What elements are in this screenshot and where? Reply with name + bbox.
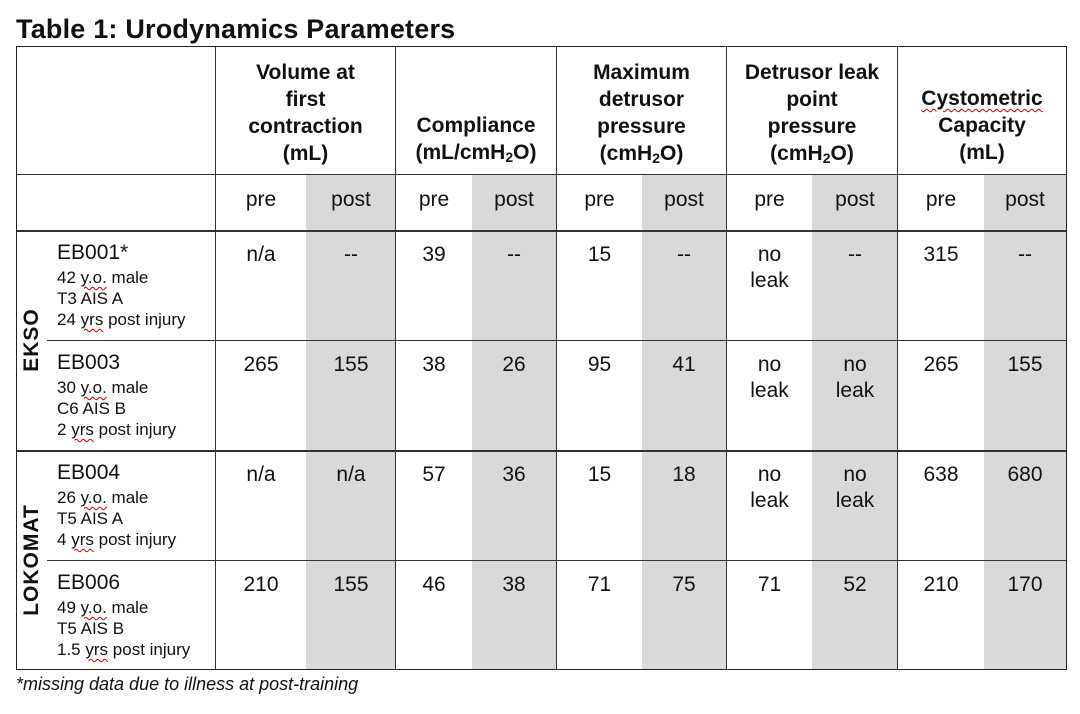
value-cell: 71: [587, 573, 612, 596]
value-cell: n/a: [246, 463, 276, 486]
value-cell: 38: [422, 353, 446, 376]
value-cell: --: [677, 243, 691, 266]
value-cell: n/a: [336, 463, 366, 486]
footnote: *missing data due to illness at post-training: [16, 674, 359, 694]
value-cell: 15: [587, 243, 612, 266]
value-cell: 155: [333, 573, 369, 596]
value-cell: 57: [422, 463, 446, 486]
group-label-ekso: EKSO: [20, 308, 43, 372]
value-cell: 155: [1007, 353, 1043, 376]
value-cell: no leak: [750, 463, 789, 512]
value-cell: 155: [333, 353, 369, 376]
header-compliance: Compliance (mL/cmH$_2$O): [415, 114, 537, 165]
value-cell: 71: [757, 573, 782, 596]
header-detrusor-leak-point-pressure: Detrusor leak point pressure (cmH$_2$O): [744, 61, 880, 166]
table-title: Table 1: Urodynamics Parameters: [16, 14, 456, 44]
value-cell: 15: [587, 463, 612, 486]
participant-detail: T3 AIS A: [57, 289, 124, 308]
value-cell: --: [848, 243, 862, 266]
value-cell: 210: [243, 573, 279, 596]
participant-detail: 26 y.o. male: [57, 488, 149, 507]
participant-detail: 42 y.o. male: [57, 268, 149, 287]
value-cell: 75: [672, 573, 696, 596]
value-cell: --: [507, 243, 521, 266]
value-cell: 52: [843, 573, 867, 596]
subheader-post: post: [664, 188, 704, 211]
value-cell: no leak: [750, 353, 789, 402]
participant-detail: T5 AIS A: [57, 509, 124, 528]
value-cell: no leak: [835, 463, 875, 512]
subheader-pre: pre: [245, 188, 277, 211]
value-cell: no leak: [835, 353, 875, 402]
value-cell: 95: [587, 353, 612, 376]
value-cell: 46: [422, 573, 446, 596]
header-volume-first-contraction: Volume at first contraction (mL): [248, 61, 363, 165]
header-max-detrusor-pressure: Maximum detrusor pressure (cmH$_2$O): [593, 61, 690, 166]
participant-detail: 30 y.o. male: [57, 378, 149, 397]
participant-detail: C6 AIS B: [57, 399, 126, 418]
row-divider: [17, 230, 1066, 232]
subheader-pre: pre: [584, 188, 615, 211]
participant-detail: 24 yrs post injury: [57, 310, 186, 329]
subheader-pre: pre: [754, 188, 785, 211]
subheader-pre: pre: [925, 188, 957, 211]
value-cell: 39: [422, 243, 446, 266]
subheader-post: post: [1005, 188, 1045, 211]
urodynamics-table: [16, 46, 1067, 670]
participant-id: EB006: [57, 571, 121, 594]
row-divider: [17, 450, 1066, 452]
participant-id: EB004: [57, 461, 121, 484]
participant-detail: 1.5 yrs post injury: [57, 640, 191, 659]
participant-id: EB001*: [57, 241, 129, 264]
value-cell: 315: [923, 243, 959, 266]
value-cell: n/a: [246, 243, 276, 266]
value-cell: no leak: [750, 243, 789, 292]
value-cell: 170: [1007, 573, 1043, 596]
participant-detail: 2 yrs post injury: [57, 420, 177, 439]
value-cell: 265: [923, 353, 959, 376]
participant-id: EB003: [57, 351, 121, 374]
value-cell: 36: [502, 463, 526, 486]
participant-detail: 4 yrs post injury: [57, 530, 177, 549]
subheader-post: post: [331, 188, 371, 211]
subheader-pre: pre: [418, 188, 450, 211]
value-cell: --: [344, 243, 358, 266]
subheader-post: post: [494, 188, 534, 211]
value-cell: 41: [672, 353, 696, 376]
header-cystometric-capacity: Cystometric Capacity (mL): [921, 87, 1043, 164]
group-label-lokomat: LOKOMAT: [20, 504, 43, 616]
value-cell: --: [1018, 243, 1032, 266]
value-cell: 18: [672, 463, 696, 486]
row-divider: [17, 174, 1066, 175]
value-cell: 638: [923, 463, 959, 486]
subheader-post: post: [835, 188, 875, 211]
participant-detail: T5 AIS B: [57, 619, 125, 638]
value-cell: 680: [1007, 463, 1043, 486]
value-cell: 38: [502, 573, 526, 596]
value-cell: 210: [923, 573, 959, 596]
value-cell: 265: [243, 353, 279, 376]
value-cell: 26: [502, 353, 526, 376]
participant-detail: 49 y.o. male: [57, 598, 149, 617]
